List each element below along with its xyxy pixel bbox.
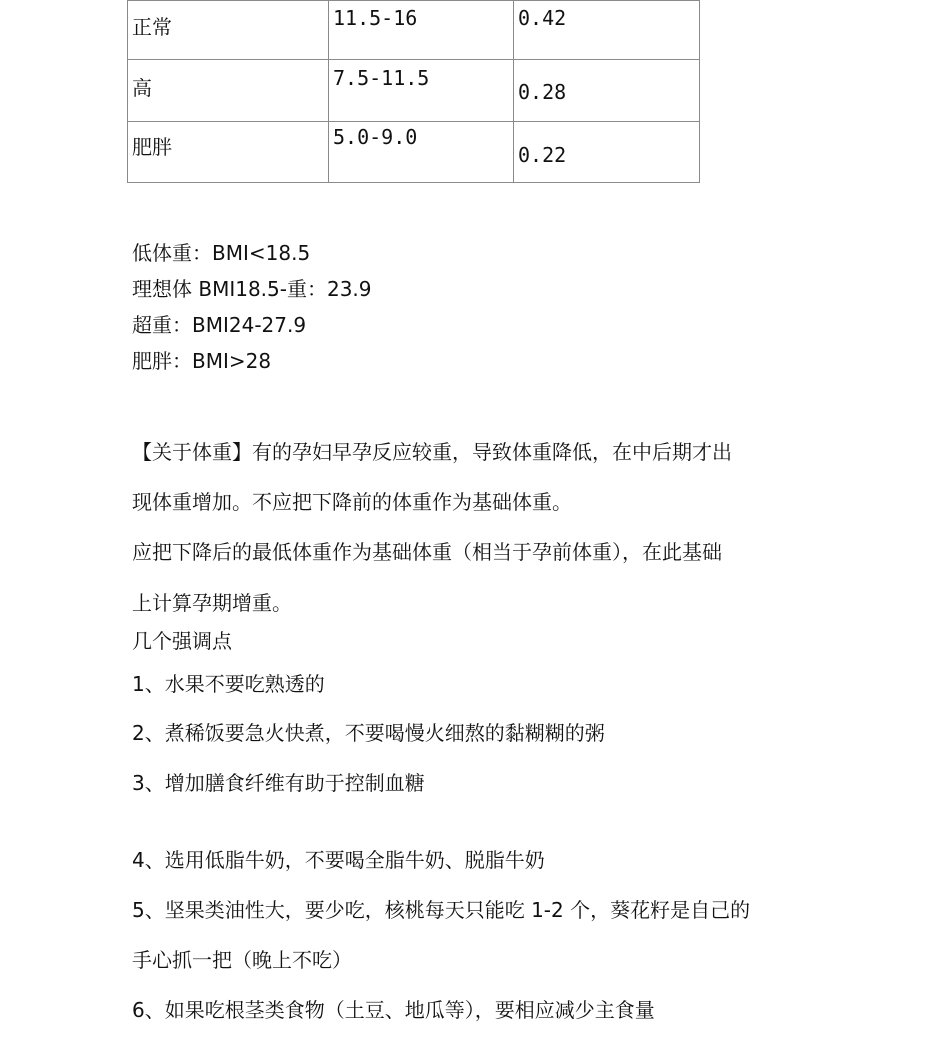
range-text: 7.5-11.5 [333,66,430,90]
rate-text: 0.28 [518,80,567,104]
table-row [128,1,700,60]
table-row [128,60,700,122]
weight-note-line: 【关于体重】有的孕妇早孕反应较重，导致体重降低，在中后期才出 [132,440,732,464]
table-cell [329,1,514,60]
table-cell [329,122,514,183]
list-item: 4、选用低脂牛奶，不要喝全脂牛奶、脱脂牛奶 [132,848,545,872]
range-text: 11.5-16 [333,6,418,30]
table-cell [128,1,329,60]
category-text: 正常 [132,15,172,39]
points-heading: 几个强调点 [132,629,232,653]
list-item: 1、水果不要吃熟透的 [132,672,325,696]
list-item: 6、如果吃根茎类食物（土豆、地瓜等），要相应减少主食量 [132,998,655,1022]
bmi-line: 低体重：BMI<18.5 [132,241,311,265]
list-item: 5、坚果类油性大，要少吃，核桃每天只能吃 1-2 个，葵花籽是自己的 [132,898,751,922]
table-row [128,122,700,183]
bmi-line: 肥胖：BMI>28 [132,349,272,373]
list-item: 3、增加膳食纤维有助于控制血糖 [132,771,425,795]
table-cell [329,60,514,122]
range-text: 5.0-9.0 [333,125,418,149]
bmi-line: 理想体 BMI18.5-重：23.9 [132,277,372,301]
table-cell [514,122,700,183]
list-item: 2、煮稀饭要急火快煮，不要喝慢火细熬的黏糊糊的粥 [132,721,605,745]
category-text: 高 [132,76,152,100]
weight-note-line: 上计算孕期增重。 [132,591,292,615]
bmi-line: 超重：BMI24-27.9 [132,313,307,337]
category-text: 肥胖 [132,135,172,159]
weight-gain-table [127,0,700,183]
table-cell [128,60,329,122]
rate-text: 0.22 [518,143,567,167]
table-cell [514,1,700,60]
weight-note-line: 应把下降后的最低体重作为基础体重（相当于孕前体重），在此基础 [132,540,722,564]
table-cell [128,122,329,183]
table-cell [514,60,700,122]
weight-note-line: 现体重增加。不应把下降前的体重作为基础体重。 [132,490,572,514]
list-item: 手心抓一把（晚上不吃） [132,948,352,972]
rate-text: 0.42 [518,6,567,30]
